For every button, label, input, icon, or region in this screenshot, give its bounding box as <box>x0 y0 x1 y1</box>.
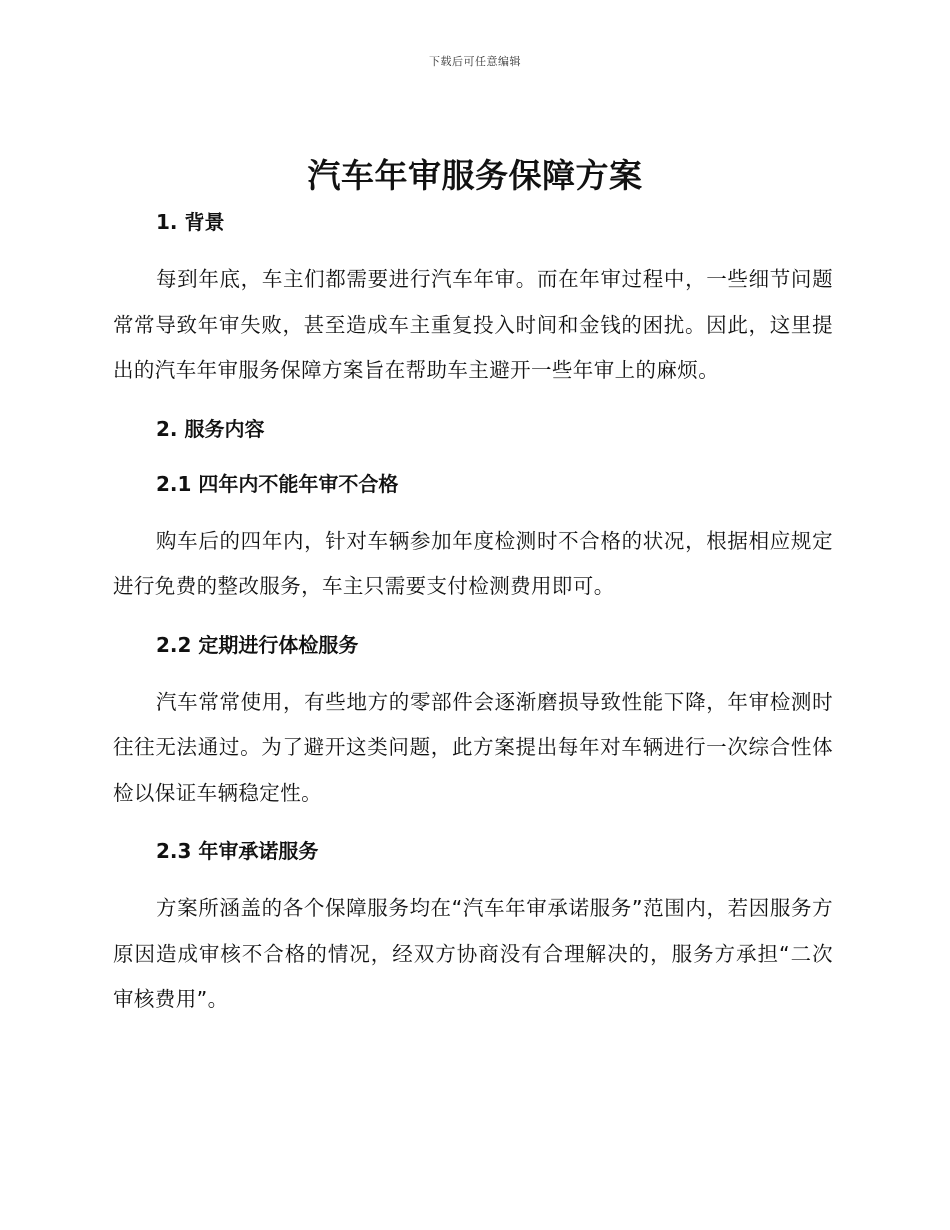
section-heading-service-content: 2. 服务内容 <box>156 416 265 441</box>
section-heading-periodic-checkup: 2.2 定期进行体检服务 <box>156 632 359 657</box>
section-heading-four-year-guarantee: 2.1 四年内不能年审不合格 <box>156 471 399 496</box>
section-paragraph-four-year-guarantee: 购车后的四年内，针对车辆参加年度检测时不合格的状况，根据相应规定进行免费的整改服务，车主只需要支付检测费用即可。 <box>113 528 833 598</box>
section-paragraph-background: 每到年底，车主们都需要进行汽车年审。而在年审过程中，一些细节问题常常导致年审失败，甚至造成车主重复投入时间和金钱的困扰。因此，这里提出的汽车年审服务保障方案旨在帮助车主避开一些年审上的麻烦。 <box>113 267 833 382</box>
section-heading-inspection-commitment: 2.3 年审承诺服务 <box>156 839 319 863</box>
document-title: 汽车年审服务保障方案 <box>307 156 643 195</box>
document-body <box>113 202 833 1023</box>
section-paragraph-inspection-commitment: 方案所涵盖的各个保障服务均在“汽车年审承诺服务”范围内，若因服务方原因造成审核不合格的情况，经双方协商没有合理解决的，服务方承担“二次审核费用”。 <box>113 896 833 1011</box>
section-paragraph-periodic-checkup: 汽车常常使用，有些地方的零部件会逐渐磨损导致性能下降，年审检测时往往无法通过。为了避开这类问题，此方案提出每年对车辆进行一次综合性体检以保证车辆稳定性。 <box>113 689 833 805</box>
section-heading-background: 1. 背景 <box>156 210 225 234</box>
header-note: 下载后可任意编辑 <box>429 55 521 68</box>
